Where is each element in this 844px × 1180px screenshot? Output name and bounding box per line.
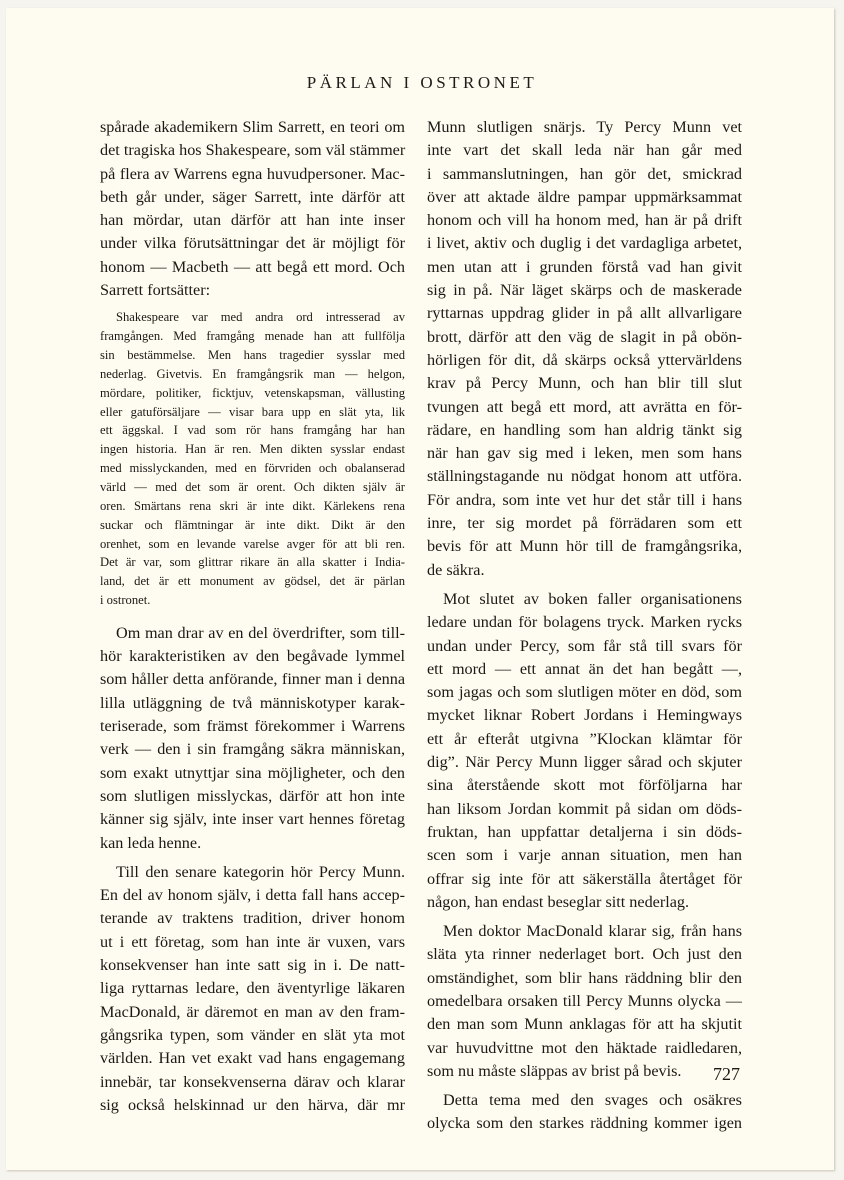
text-line: de säkra. [427,560,485,579]
text-line: framgången. Med framgång menade han att fullfölja [100,329,405,344]
text-line: Om man drar av en del överdrifter, som till- [116,623,405,642]
text-line: omständighet, som blir hans räddning blir den [427,968,742,987]
text-line: inte vart det skall leda när han går med [427,141,742,160]
text-line: var huvudvittne mot den häktade raidledaren, [427,1038,742,1057]
text-line: Till den senare kategorin hör Percy Munn. [116,862,405,881]
text-line: spårade akademikern Slim Sarrett, en teori om [100,118,405,136]
paragraph [100,861,405,1117]
text-line: sina återstående skott mot förföljarna har [427,776,742,795]
text-line: Shakespeare var med andra ord intresserad av [116,310,405,325]
text-line: konsekvenser han inte satt sig in i. De natt- [100,956,405,975]
text-line: hör karakteristiken av den begåvade lymmel [100,647,405,666]
paragraph [427,1089,742,1136]
text-line: teriserade, som främst förekommer i Warrens [100,717,405,736]
text-line: ryttarnas uppdrag glider in på allt allvarligare [427,304,742,323]
text-line: lilla utläggning de två människotyper karak- [100,693,405,712]
text-line: värld — med det som är orent. Och dikten själv är [100,479,405,494]
text-line: det tragiska hos Shakespeare, som väl stämmer [100,141,406,160]
text-line: sig in på. När läget skärps och de maskerade [427,281,742,300]
text-line: eller gatuförsäljare — visar bara upp en slät yta, lik [100,404,405,419]
text-line: innebär, tar konsekvenserna därav och klarar [100,1072,405,1091]
text-line: terande av traktens tradition, driver honom [100,909,405,928]
text-line: mördare, politiker, ficktjuv, vetenskapsman, vällusting [100,385,405,400]
text-line: bevis för att Munn hör till de framgångsrika, [427,537,742,556]
text-line: hörligen för dit, då skärps också yttervärldens [427,350,742,369]
text-line: Men doktor MacDonald klarar sig, från hans [443,922,742,941]
text-line: Sarrett fortsätter: [100,281,211,300]
text-line: En del av honom själv, i detta fall hans accep- [100,886,405,905]
right-column [427,116,742,1136]
text-line: beth går under, säger Sarrett, inte därför att [100,187,405,206]
text-line: krav på Percy Munn, och han blir till slut [427,374,742,393]
text-line: olycka som den starkes räddning kommer igen [427,1114,742,1133]
text-line: kan leda henne. [100,833,202,852]
text-line: brott, därför att den väg de slagit in på obön- [427,327,742,346]
text-line: fruktan, han uppfattar detaljerna i sin döds- [427,822,742,841]
block-quote [100,308,405,610]
text-line: sin bestämmelse. Men hans tragedier sysslar med [100,348,405,363]
text-line: men utan att i grunden förstå vad han givit [427,257,742,276]
text-line: han mördar, utan därför att han inte inser [100,211,405,230]
page-number: 727 [713,1064,740,1084]
text-line: undan under Percy, som får stå till svars för [427,636,742,655]
text-line: ett mord — ett annat än det han begått —, [427,659,742,678]
text-line: tvungen att begå ett mord, att avrätta en för- [427,397,742,416]
text-line: nederlag. Givetvis. En framgångsrik man — helgon, [100,366,405,381]
text-line: den man som Munn anklagas för att ha skjutit [427,1015,742,1034]
text-line: som jagas och som slutligen möter en död, som [427,683,742,702]
text-line: liga ryttarnas ledare, den äventyrlige läkaren [100,979,405,998]
text-line: orenhet, som en levande varelse avger för att bli ren. [100,536,405,551]
text-line: scen som i varje annan situation, men han [427,846,742,865]
text-line: som håller detta anförande, finner man i denna [100,670,405,689]
paragraph [427,920,742,1083]
text-line: omedelbara orsaken till Percy Munns olycka — [427,991,742,1010]
text-line: med misslyckanden, med en förvriden och obalanserad [100,461,405,476]
text-line: gångsrika typen, som vänder en slät yta mot [100,1025,405,1044]
text-line: offrar sig inte för att säkerställa återtåget för [427,869,742,888]
text-line: inre, ter sig mordet på förrädaren som ett [427,514,742,533]
text-line: land, det är ett monument av gödsel, det är pärlan [100,574,405,589]
text-line: i livet, aktiv och duglig i det vardagliga arbetet, [427,234,742,253]
text-line: honom — Macbeth — att begå ett mord. Och [100,257,405,276]
text-line: mycket liknar Robert Jordans i Hemingways [427,706,742,725]
text-line: suckar och flämtningar är inte dikt. Dikt är den [100,517,405,532]
text-line: som nu måste släppas av brist på bevis. [427,1061,682,1080]
text-line: verk — den i sin framgång säkra människan, [100,740,405,759]
text-line: dig”. När Percy Munn ligger sårad och skjuter [427,753,742,772]
text-line: på flera av Warrens egna huvudpersoner. Mac- [100,164,405,183]
text-line: känner sig själv, inte inser vart hennes företag [100,810,405,829]
paragraph [100,622,405,855]
text-line: ledare undan för bolagens tryck. Marken rycks [427,613,742,632]
text-line: honom och vill ha honom med, han är på drift [427,211,742,230]
text-line: som exakt utnyttjar sina möjligheter, och den [100,763,405,782]
paragraph [427,116,742,582]
text-line: över att aktade äldre pampar uppmärksammat [427,187,742,206]
text-line: Mot slutet av boken faller organisationens [443,589,742,608]
text-line: någon, han endast beseglar sitt nederlag. [427,892,690,911]
text-line: Det är var, som glittrar rikare än alla skatter i India- [100,555,405,570]
text-line: i ostronet. [100,593,151,608]
text-line: MacDonald, är däremot en man av den fram- [100,1002,405,1021]
text-line: För andra, som inte vet hur det står till i hans [427,490,742,509]
text-line: ställningstagande nu nödgat honom att utföra. [427,467,742,486]
text-line: ett år efteråt utgivna ”Klockan klämtar för [427,729,742,748]
text-line: ett äggskal. I vad som rör hans framgång har han [100,423,405,438]
text-line: ingen historia. Han är ren. Men dikten sysslar endast [100,442,405,457]
text-line: oren. Smärtans rena skri är inte dikt. Kärlekens rena [100,498,405,513]
text-line: ut i ett företag, som han inte är vuxen, vars [100,932,405,951]
text-line: Munn slutligen snärjs. Ty Percy Munn vet [427,118,742,136]
text-line: under vilka förutsättningar det är möjligt för [100,234,405,253]
running-head: PÄRLAN I OSTRONET [306,73,538,92]
text-line: sig också helskinnad ur den härva, där mr [100,1095,405,1114]
text-line: när han gav sig med i leken, men som hans [427,444,742,463]
text-line: som slutligen misslyckas, därför att hon inte [100,786,405,805]
text-line: rädare, en handling som han aldrig tänkt sig [427,420,742,439]
paragraph [427,588,742,914]
paragraph [100,116,405,302]
left-column [100,116,405,1117]
text-line: släta yta rinner nederlaget bort. Och just den [427,945,742,964]
text-line: Detta tema med den svages och osäkres [443,1091,742,1110]
text-line: världen. Han vet exakt vad hans engagemang [100,1049,405,1068]
text-line: i sammanslutningen, han gör det, smickrad [427,164,742,183]
text-line: han liksom Jordan kommit på sidan om döds- [427,799,742,818]
